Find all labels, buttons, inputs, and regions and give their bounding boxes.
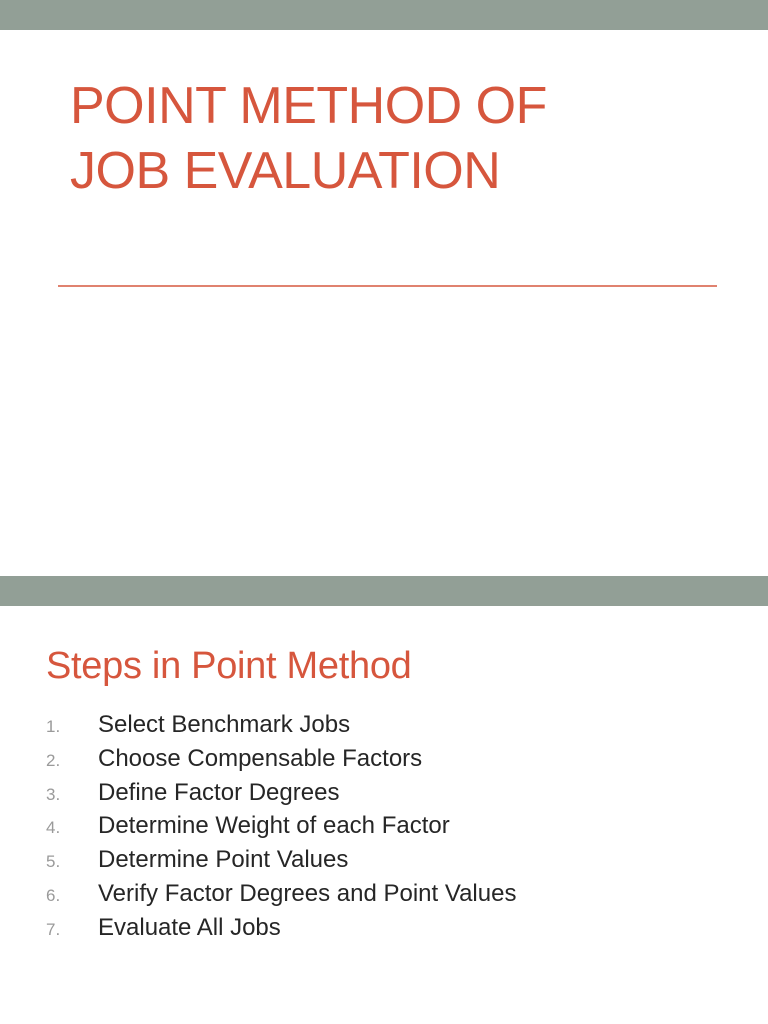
step-text: Choose Compensable Factors [98,744,423,772]
step-number: 2. [46,750,61,770]
step-number: 4. [46,818,61,838]
step-text: Select Benchmark Jobs [98,711,351,738]
step-text: Determine Point Values [98,846,349,874]
step-item [46,779,746,813]
steps-slide [0,606,768,1024]
title-slide [0,30,768,576]
top-header-bar [0,0,768,30]
step-item [46,812,746,846]
step-number: 1. [46,717,61,736]
step-item [46,711,746,745]
slide-title [70,74,730,204]
title-underline [58,285,717,287]
step-text: Determine Weight of each Factor [98,812,450,840]
step-item [46,914,746,948]
step-number: 5. [46,852,61,872]
slide-title-line-2: JOB EVALUATION [70,142,501,200]
step-text: Define Factor Degrees [98,778,340,806]
slide-divider-bar [0,576,768,606]
step-item [46,745,746,779]
step-number: 7. [46,919,61,939]
step-number: 6. [46,885,61,905]
slide-title-line-1: POINT METHOD OF [70,77,547,135]
steps-list [46,711,746,948]
step-text: Evaluate All Jobs [98,913,281,941]
step-number: 3. [46,784,61,804]
steps-heading: Steps in Point Method [46,645,412,687]
step-item [46,880,746,914]
step-item [46,846,746,880]
step-text: Verify Factor Degrees and Point Values [98,879,517,907]
